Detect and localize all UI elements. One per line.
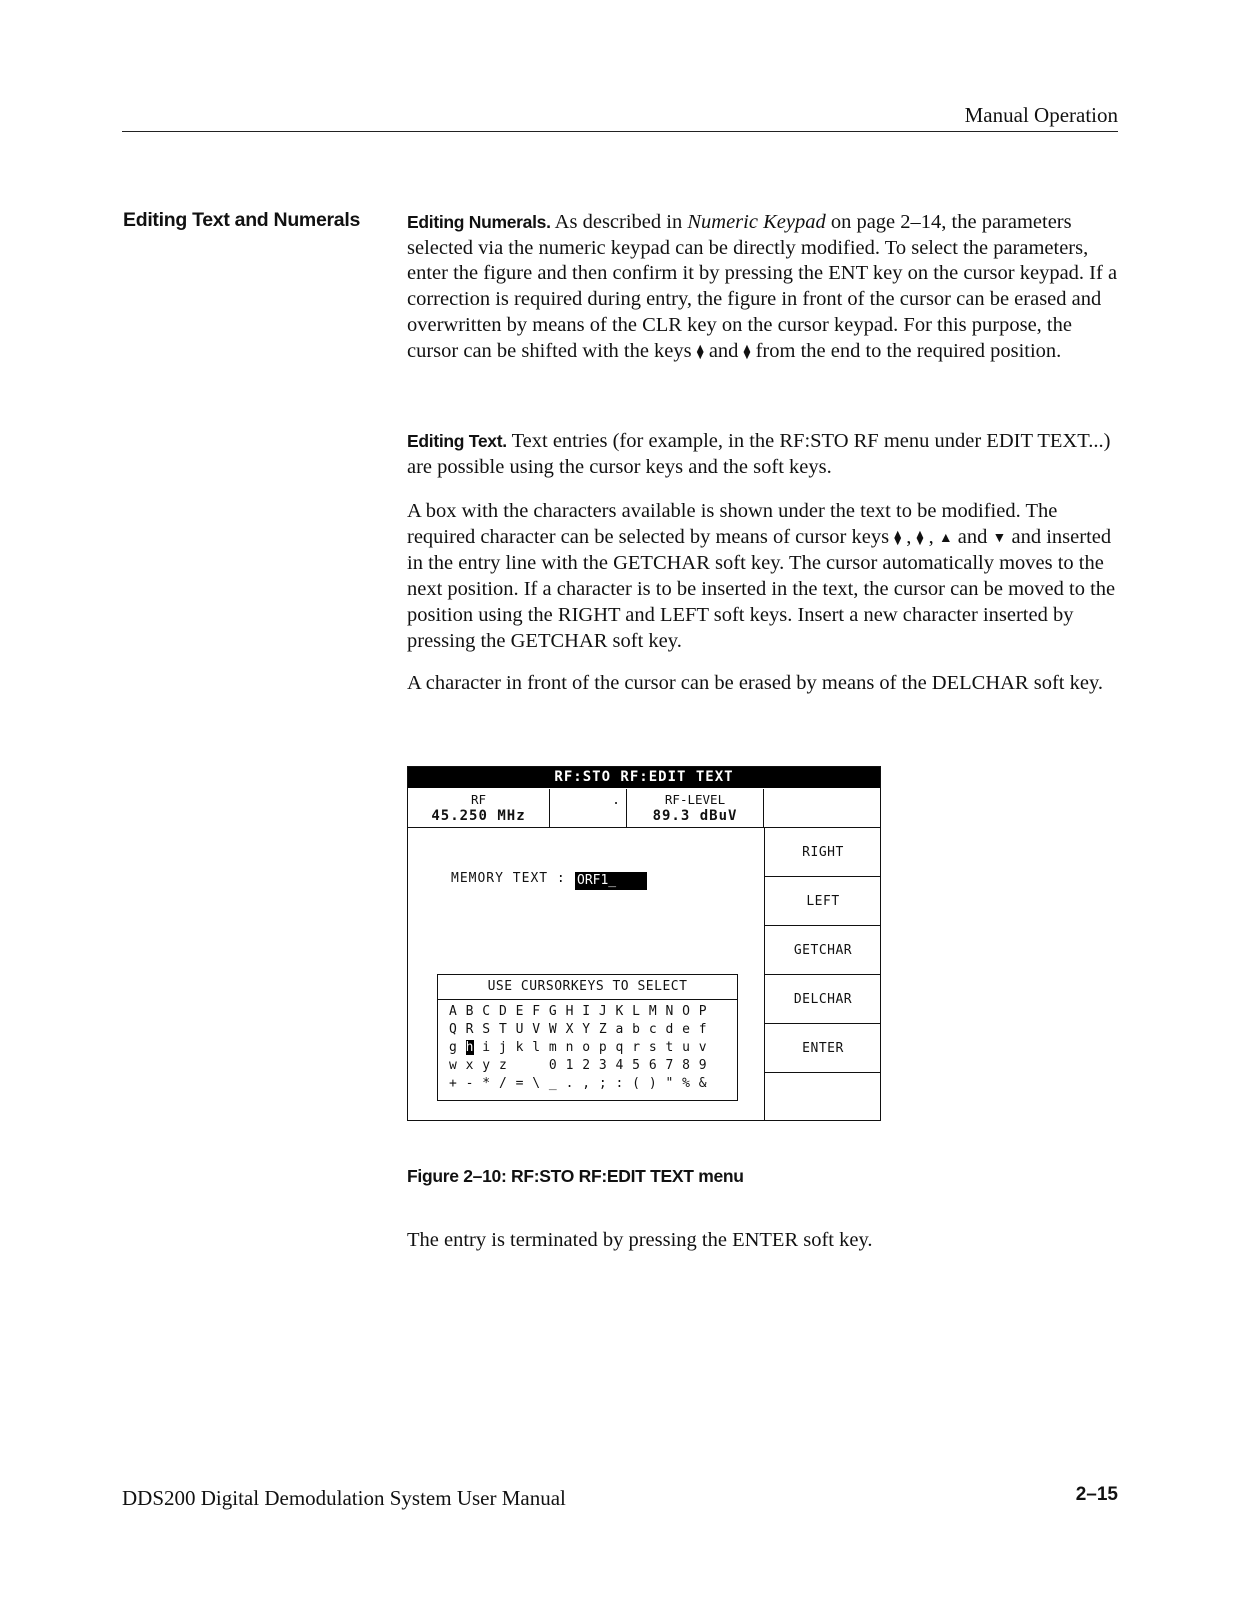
char-row[interactable]: Q R S T U V W X Y Z a b c d e f [449,1022,708,1037]
page-number: 2–15 [1075,1484,1118,1505]
up-arrow-key-icon: ▲ [938,530,953,546]
section-heading: Editing Text and Numerals [123,209,361,231]
char-row[interactable]: + - * / = \ _ . , ; : ( ) " % & [449,1076,708,1091]
editing-numerals-paragraph: Editing Numerals. As described in Numeric Keypad on page 2–14, the parameters selected via the numeric keypad can be directly modified. To select the parameters, enter the figure and then confirm it by pressing the ENT key on the cursor keypad. If a correction is required during entry, the figure in front of the cursor can be erased and overwritten by means of the CLR key on the cursor keypad. For this purpose, the cursor can be shifted with the keys ⧫ and ⧫ from the end to the required position. [407,210,1119,365]
rf-level-value: 89.3 dBuV [652,808,738,824]
footer-manual-title: DDS200 Digital Demodulation System User Manual [122,1486,566,1510]
left-softkey[interactable]: LEFT [765,877,881,926]
delchar-paragraph: A character in front of the cursor can be erased by means of the DELCHAR soft key. [407,672,1103,694]
charbox-title: USE CURSORKEYS TO SELECT [438,975,737,1000]
rf-frequency-cell [408,789,550,827]
right-softkey[interactable]: RIGHT [765,828,881,877]
rf-value: 45.250 MHz [431,808,526,824]
memory-text-label: MEMORY TEXT : [451,871,566,886]
character-grid [438,1000,737,1093]
selected-character[interactable]: h [465,1040,474,1055]
enter-softkey[interactable]: ENTER [765,1024,881,1073]
screen-title: RF:STO RF:EDIT TEXT [408,767,880,788]
cross-reference: Numeric Keypad [687,211,826,233]
running-header: Manual Operation [964,103,1118,127]
runin-heading: Editing Numerals. [407,212,551,232]
memory-text-field[interactable]: ORF1_ [575,872,647,890]
edit-text-screen [407,766,881,1121]
delchar-softkey[interactable]: DELCHAR [765,975,881,1024]
right-arrow-key-icon: ⧫ [743,344,751,360]
character-select-box [437,974,738,1101]
header-rule [122,131,1118,132]
rf-label: RF [470,792,487,807]
editing-text-paragraph: Editing Text. Text entries (for example, in the RF:STO RF menu under EDIT TEXT...) are possible using the cursor keys and the soft keys. [407,430,1111,478]
char-row[interactable]: g h i j k l m n o p q r s t u v [449,1040,708,1055]
char-row[interactable]: w x y z 0 1 2 3 4 5 6 7 8 9 [449,1058,708,1073]
status-row [408,789,880,828]
char-row[interactable]: A B C D E F G H I J K L M N O P [449,1004,708,1019]
blank-softkey[interactable] [765,1073,881,1122]
figure-caption: Figure 2–10: RF:STO RF:EDIT TEXT menu [407,1166,744,1186]
left-arrow-key-icon: ⧫ [894,530,902,546]
character-box-paragraph: A box with the characters available is shown under the text to be modified. The required character can be selected by means of cursor keys ⧫ , ⧫ , ▲ and ▼ and inserted in the entry line with the GETCHAR soft key. The cursor automatically moves to the next position. If a character is to be inserted in the text, the cursor can be moved to the position using the RIGHT and LEFT soft keys. Insert a new character inserted by pressing the GETCHAR soft key. [407,500,1116,652]
blank-status-cell [764,789,880,827]
runin-heading: Editing Text. [407,431,507,451]
rf-level-cell [627,789,764,827]
dot-indicator: . [612,793,620,808]
softkey-column [764,828,881,1120]
middle-cell [550,789,627,827]
right-arrow-key-icon: ⧫ [916,530,924,546]
closing-paragraph: The entry is terminated by pressing the ENTER soft key. [407,1229,873,1251]
left-arrow-key-icon: ⧫ [696,344,704,360]
rf-level-label: RF-LEVEL [664,792,726,807]
down-arrow-key-icon: ▼ [992,530,1007,546]
getchar-softkey[interactable]: GETCHAR [765,926,881,975]
